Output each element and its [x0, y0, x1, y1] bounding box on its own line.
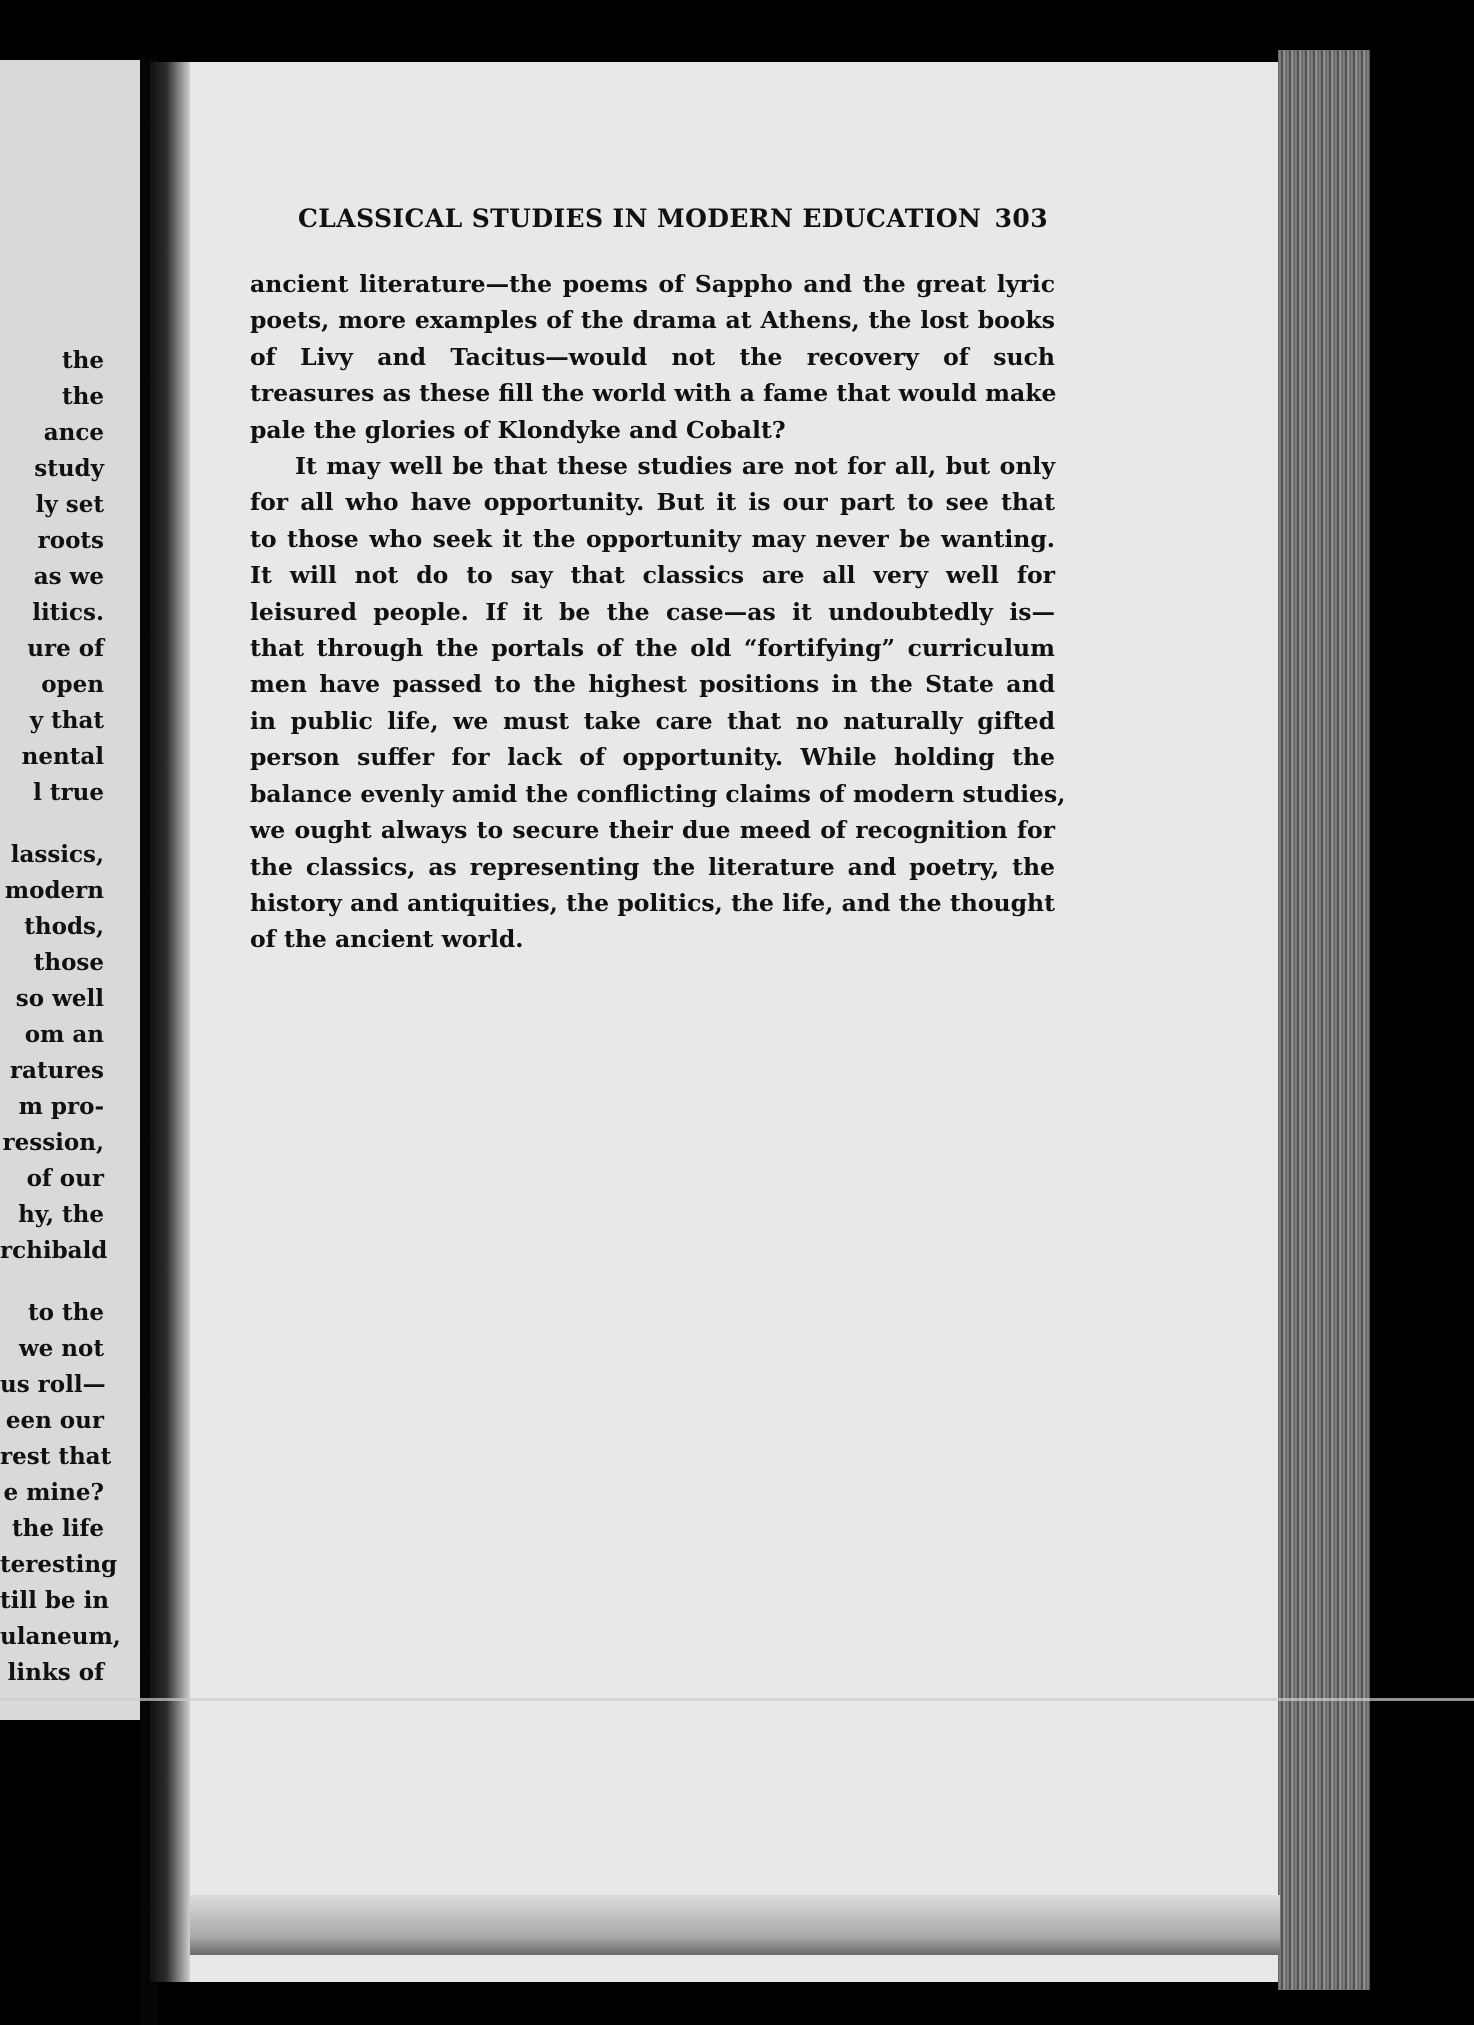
- running-head: [298, 204, 1048, 233]
- previous-page-line: l true: [33, 779, 104, 806]
- previous-page-line: een our: [5, 1407, 104, 1434]
- previous-page-line: y that: [29, 707, 104, 734]
- paragraph: [250, 266, 1055, 448]
- previous-page-line: of our: [26, 1165, 104, 1192]
- page-shadow: [150, 62, 190, 1982]
- previous-page-text: [0, 343, 121, 1691]
- previous-page-line: ression,: [2, 1129, 104, 1156]
- scan-artifact-line: [0, 1698, 1474, 1701]
- text-line: poets, more examples of the drama at Athens, the lost books: [250, 306, 1055, 335]
- text-line: leisured people. If it be the case—as it undoubtedly is—: [250, 597, 1055, 626]
- text-line: for all who have opportunity. But it is our part to see that: [250, 488, 1055, 517]
- previous-page-line: as we: [33, 563, 104, 590]
- previous-page-line: the: [62, 383, 104, 410]
- previous-page-line: open: [41, 671, 104, 698]
- text-line: It may well be that these studies are not for all, but only: [295, 452, 1055, 481]
- page-bottom-edge: [190, 1895, 1280, 1955]
- running-head-title: CLASSICAL STUDIES IN MODERN EDUCATION: [298, 204, 982, 233]
- previous-page-line: ratures: [9, 1057, 104, 1084]
- text-line: men have passed to the highest positions in the State and: [250, 670, 1055, 699]
- previous-page-line: study: [34, 455, 104, 482]
- previous-page-line: those: [33, 949, 104, 976]
- text-line: of the ancient world.: [250, 925, 524, 954]
- previous-page-line: om an: [24, 1021, 104, 1048]
- previous-page-line: rchibald: [0, 1237, 108, 1264]
- text-line: It will not do to say that classics are all very well for: [250, 561, 1055, 590]
- previous-page-line: rest that: [0, 1443, 112, 1470]
- previous-page-line: the life: [12, 1515, 104, 1542]
- previous-page-line: litics.: [32, 599, 104, 626]
- previous-page-line: modern: [4, 877, 104, 904]
- previous-page-line: till be in: [0, 1587, 110, 1614]
- text-line: balance evenly amid the conflicting claims of modern studies,: [250, 779, 1066, 808]
- previous-page-line: thods,: [24, 913, 104, 940]
- page-number: 303: [994, 204, 1048, 233]
- text-line: in public life, we must take care that no naturally gifted: [250, 706, 1055, 735]
- text-line: of Livy and Tacitus—would not the recovery of such: [250, 342, 1055, 371]
- previous-page-line: teresting: [0, 1551, 118, 1578]
- previous-page-line: e mine?: [3, 1479, 104, 1506]
- previous-page-line: roots: [37, 527, 104, 554]
- previous-page-line: hy, the: [18, 1201, 104, 1228]
- previous-page-line: us roll—: [0, 1371, 106, 1398]
- text-line: history and antiquities, the politics, the life, and the thought: [250, 888, 1055, 917]
- previous-page-line: we not: [18, 1335, 104, 1362]
- previous-page-line: ly set: [35, 491, 104, 518]
- paragraph: [250, 448, 1066, 958]
- previous-page-line: so well: [15, 985, 104, 1012]
- previous-page: [0, 60, 140, 1720]
- page-body: [250, 266, 1066, 958]
- text-line: the classics, as representing the literature and poetry, the: [250, 852, 1055, 881]
- text-line: person suffer for lack of opportunity. While holding the: [250, 743, 1055, 772]
- text-line: ancient literature—the poems of Sappho and the great lyric: [250, 270, 1055, 298]
- previous-page-line: ance: [43, 419, 104, 446]
- text-line: treasures as these fill the world with a fame that would make: [250, 379, 1057, 408]
- previous-page-line: ure of: [27, 635, 104, 662]
- previous-page-line: lassics,: [10, 841, 104, 868]
- previous-page-line: the: [62, 347, 104, 374]
- previous-page-line: nental: [21, 743, 104, 770]
- text-line: we ought always to secure their due meed of recognition for: [250, 816, 1055, 845]
- previous-page-line: ulaneum,: [0, 1623, 121, 1650]
- previous-page-line: to the: [28, 1299, 104, 1326]
- previous-page-line: links of: [7, 1659, 104, 1686]
- text-line: that through the portals of the old “fortifying” curriculum: [250, 634, 1055, 663]
- previous-page-line: m pro-: [18, 1093, 104, 1120]
- text-line: pale the glories of Klondyke and Cobalt?: [250, 415, 786, 444]
- text-line: to those who seek it the opportunity may never be wanting.: [250, 524, 1055, 553]
